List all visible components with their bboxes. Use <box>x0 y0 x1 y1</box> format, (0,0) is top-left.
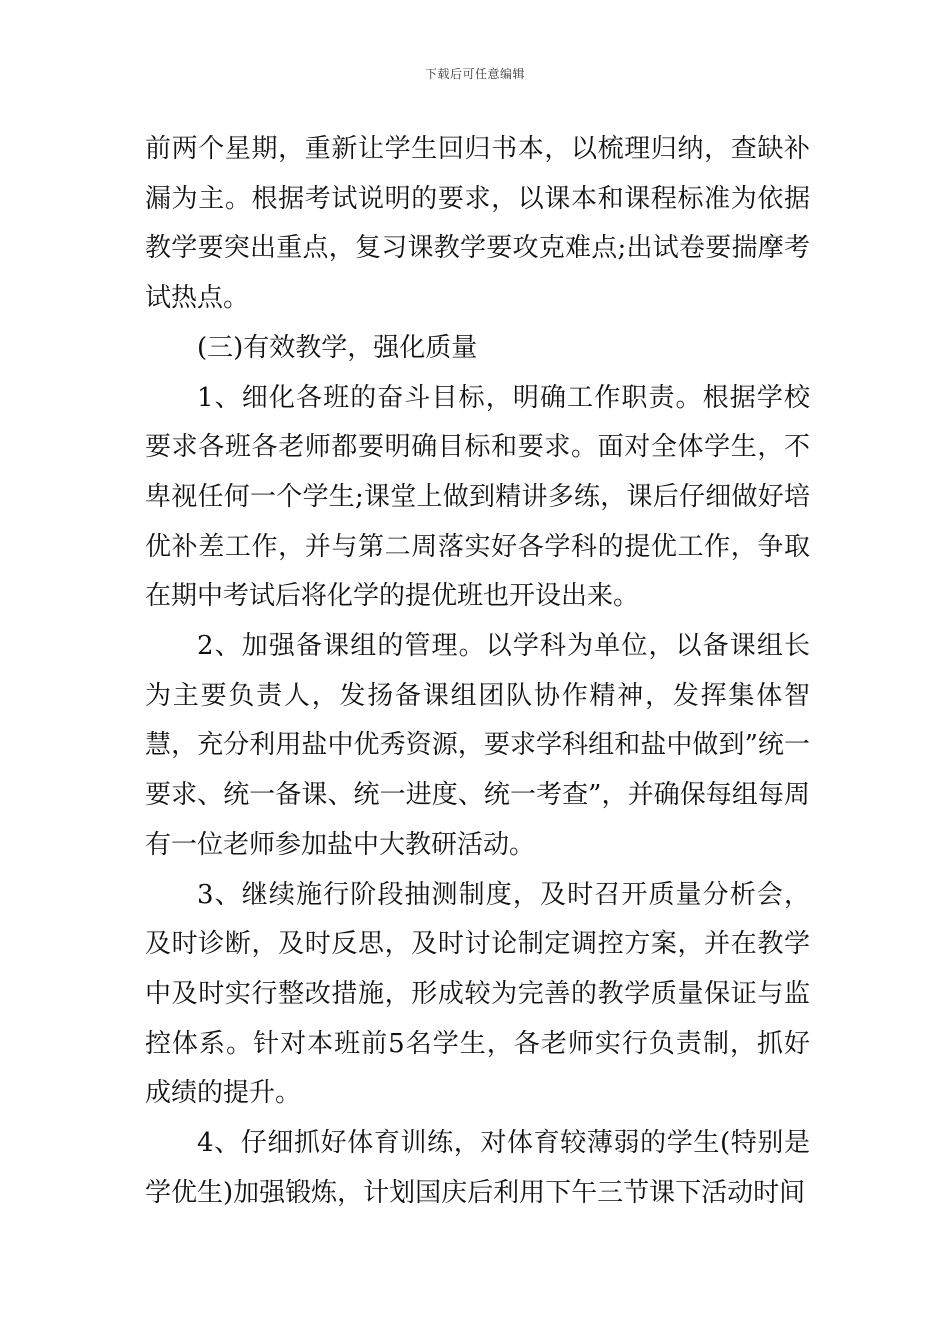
paragraph-item-3: 3、继续施行阶段抽测制度，及时召开质量分析会，及时诊断，及时反思，及时讨论制定调控方案，并在教学中及时实行整改措施，形成较为完善的教学质量保证与监控体系。针对本班前5名学生，各老师实行负责制，抓好成绩的提升。 <box>145 879 810 1109</box>
paragraph-continuation: 前两个星期，重新让学生回归书本，以梳理归纳，查缺补漏为主。根据考试说明的要求，以课本和课程标准为依据教学要突出重点，复习课教学要攻克难点;出试卷要揣摩考试热点。 <box>145 134 810 314</box>
section-heading: (三)有效教学，强化质量 <box>197 332 478 363</box>
paragraph-item-2: 2、加强备课组的管理。以学科为单位，以备课组长为主要负责人，发扬备课组团队协作精神，发挥集体智慧，充分利用盐中优秀资源，要求学科组和盐中做到”统一要求、统一备课、统一进度、统一考查”，并确保每组每周有一位老师参加盐中大教研活动。 <box>145 631 810 860</box>
paragraph-item-1: 1、细化各班的奋斗目标，明确工作职责。根据学校要求各班各老师都要明确目标和要求。面对全体学生，不卑视任何一个学生;课堂上做到精讲多练，课后仔细做好培优补差工作，并与第二周落实好各学科的提优工作，争取在期中考试后将化学的提优班也开设出来。 <box>145 382 810 612</box>
paragraph-item-4: 4、仔细抓好体育训练，对体育较薄弱的学生(特别是学优生)加强锻炼，计划国庆后利用下午三节课下活动时间 <box>145 1128 810 1208</box>
document-body <box>145 125 810 1218</box>
page-header-note: 下载后可任意编辑 <box>424 67 525 81</box>
